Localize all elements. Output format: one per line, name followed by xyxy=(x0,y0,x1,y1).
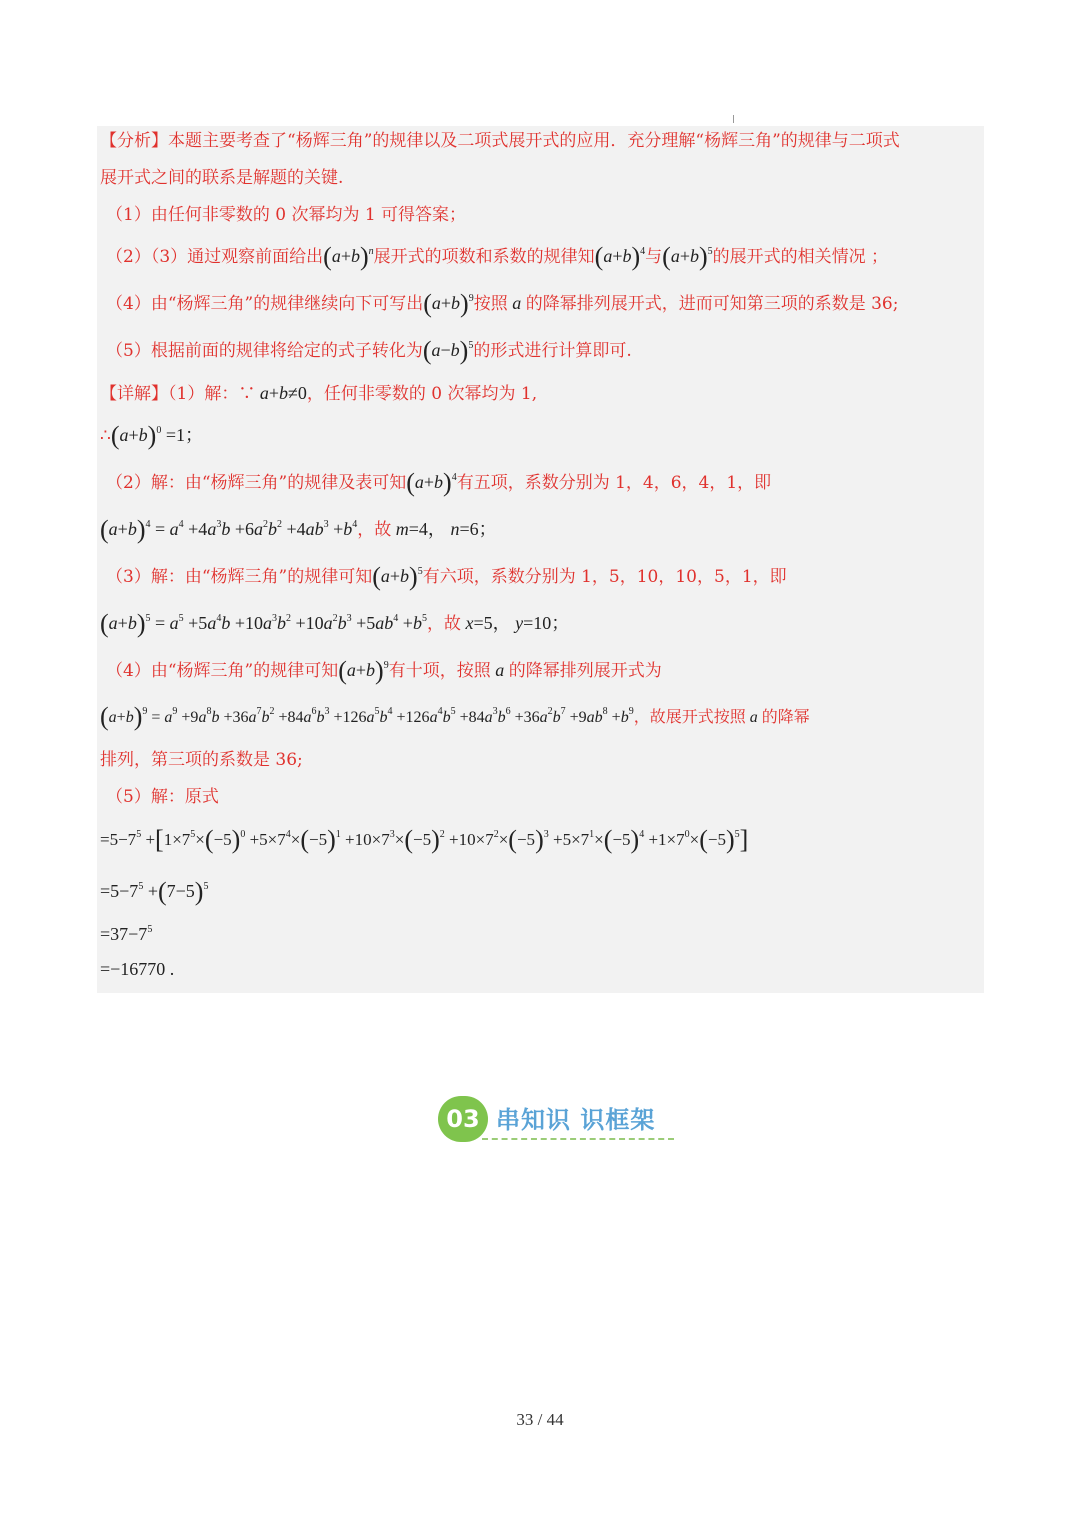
calc-line-2 xyxy=(100,879,980,904)
calc-line-4 xyxy=(100,957,980,982)
analysis-text-1: 本题主要考查了“杨辉三角”的规律以及二项式展开式的应用．充分理解“杨辉三角”的规律与二项式 xyxy=(168,131,900,151)
text: 展开式的项数和系数的规律知 xyxy=(373,247,595,267)
text: 的降幂排列展开式，进而可知第三项的系数是 36; xyxy=(525,294,899,314)
detail-step-3-expansion xyxy=(100,611,980,636)
text: 有十项，按照 xyxy=(388,661,491,681)
math-expr: m=4， n=6； xyxy=(395,519,497,539)
detail-step-4-conclusion: 排列，第三项的系数是 36; xyxy=(100,750,303,770)
analysis-step-23 xyxy=(106,244,986,269)
analysis-line-2: 展开式之间的联系是解题的关键. xyxy=(100,168,344,188)
detail-step-3 xyxy=(106,564,986,589)
math-expr: $(a+b)^5 = a^5 +5a^4b +10a^3b^2 +10a^2b^3 +5ab^4 +b^5$ xyxy=(100,609,427,638)
math-expr: $=37-7^5$ xyxy=(100,924,153,944)
math-expr: a xyxy=(495,660,505,680)
analysis-step-1: （1）由任何非零数的 0 次幂均为 1 可得答案； xyxy=(106,205,467,225)
top-mark xyxy=(733,115,734,123)
detail-line-1b xyxy=(100,423,980,448)
detail-step-4-expansion xyxy=(100,702,980,731)
math-expr: $(a+b)^4$ xyxy=(594,242,646,271)
text: （2）解：由“杨辉三角”的规律及表可知 xyxy=(106,473,407,493)
text: （1）解：∵ xyxy=(168,384,256,404)
text: ，任何非零数的 0 次幂均为 1, xyxy=(306,384,538,404)
detail-line-1 xyxy=(100,381,980,406)
text: （5）根据前面的规律将给定的式子转化为 xyxy=(106,341,423,361)
text: ∴ xyxy=(100,426,111,446)
math-expr: $(a+b)^9$ xyxy=(423,289,474,318)
math-expr: $(a+b)^4 = a^4 +4a^3b +6a^2b^2 +4ab^3 +b^4$ xyxy=(100,515,358,544)
text: 的形式进行计算即可. xyxy=(473,341,632,361)
text: 的降幂排列展开式为 xyxy=(508,661,662,681)
text: （3）解：由“杨辉三角”的规律可知 xyxy=(106,567,373,587)
detail-step-4 xyxy=(106,658,986,683)
dashed-underline xyxy=(482,1138,674,1140)
math-expr: $(a+b)^5$ xyxy=(372,562,423,591)
detail-step-2 xyxy=(106,470,986,495)
page-number: 33 / 44 xyxy=(516,1410,564,1429)
math-expr: $(a+b)^9 = a^9 +9a^8b +36a^7b^2 +84a^6b^3 +126a^5b^4 +126a^4b^5 +84a^3b^6 +36a^2b^7 +9ab^8 +b^9$ xyxy=(100,702,634,731)
text: 有六项，系数分别为 1，5，10，10，5，1，即 xyxy=(422,567,787,587)
math-expr: $(a+b)^0 =1$； xyxy=(110,421,203,450)
math-expr: $(a+b)^5$ xyxy=(662,242,713,271)
section-banner xyxy=(438,1094,678,1146)
calc-line-3 xyxy=(100,922,980,947)
analysis-line-1 xyxy=(100,129,980,153)
analysis-tag: 【分析】 xyxy=(100,131,168,151)
math-expr: a+b≠0 xyxy=(259,383,307,403)
text: （2）（3）通过观察前面给出 xyxy=(106,247,324,267)
detail-tag: 【详解】 xyxy=(100,384,168,404)
math-expr: a xyxy=(749,709,758,726)
math-expr: x=5， y=10； xyxy=(465,613,570,633)
text: 与 xyxy=(645,247,663,267)
analysis-step-5 xyxy=(106,338,986,363)
detail-step-5: （5）解：原式 xyxy=(106,787,219,807)
calc-line-1 xyxy=(100,825,980,854)
text: 的展开式的相关情况 ； xyxy=(712,247,889,267)
text: 的降幂 xyxy=(761,707,810,726)
math-expr: $=5-7^5 +(7-5)^5$ xyxy=(100,877,209,906)
text: ，故展开式按照 xyxy=(633,707,746,726)
math-expr: $(a+b)^9$ xyxy=(338,656,389,685)
text: 有五项，系数分别为 1，4，6，4，1，即 xyxy=(456,473,772,493)
text: ，故 xyxy=(426,614,461,634)
math-expr: $=5-7^5 +[1\times 7^5\times(-5)^0 +5\times 7^4\times(-5)^1 +10\times 7^3\times(-5)^2 +10\times 7^2\times(-5)^3 +5\times 7^1\times(-5)^4 +1\times 7^0\times(-5)^5]$ xyxy=(100,825,749,854)
analysis-step-4 xyxy=(106,291,986,316)
text: ，故 xyxy=(357,520,392,540)
math-expr: $(a+b)^n$ xyxy=(323,242,374,271)
section-title: 串知识 识框架 xyxy=(496,1106,656,1134)
math-expr: a xyxy=(512,293,522,313)
text: 按照 xyxy=(473,294,508,314)
text: （4）由“杨辉三角”的规律可知 xyxy=(106,661,339,681)
detail-step-2-expansion xyxy=(100,517,980,542)
text: （4）由“杨辉三角”的规律继续向下可写出 xyxy=(106,294,424,314)
section-number-badge: 03 xyxy=(438,1096,488,1142)
math-expr: $(a+b)^4$ xyxy=(406,468,457,497)
math-expr: $(a-b)^5$ xyxy=(422,336,474,365)
math-expr: =−16770 . xyxy=(100,959,175,979)
